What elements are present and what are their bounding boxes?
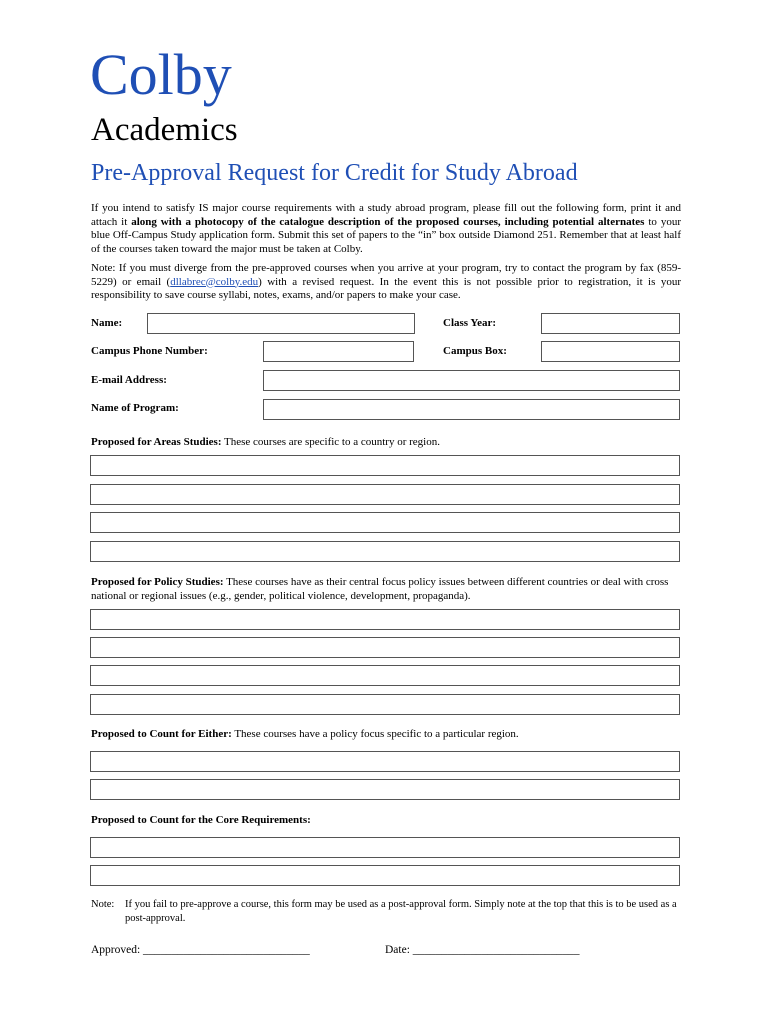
core-course-field[interactable]	[90, 865, 680, 886]
either-text: These courses have a policy focus specific to a particular region.	[231, 728, 519, 740]
department-heading: Academics	[91, 112, 238, 148]
email-field[interactable]	[263, 370, 680, 391]
note-label: Note:	[91, 899, 115, 910]
colby-logo: Colby	[90, 42, 232, 107]
areas-course-field[interactable]	[90, 512, 680, 533]
policy-course-field[interactable]	[90, 694, 680, 715]
core-label: Proposed to Count for the Core Requirements:	[91, 814, 311, 826]
core-course-field[interactable]	[90, 837, 680, 858]
areas-studies-label: Proposed for Areas Studies:	[91, 436, 222, 448]
class-year-label: Class Year:	[443, 317, 497, 329]
policy-studies-label: Proposed for Policy Studies:	[91, 576, 224, 588]
either-heading	[91, 727, 681, 741]
note-text-a: Note: If you must diverge from the pre-approved courses when you arrive at your program, try to contact the program by fax (859-5229) or email (	[91, 262, 681, 288]
intro-text-b: to your blue Off-Campus Study application form. Submit this set of papers to the “in” box outside Diamond 251. Remember that at least half of the courses taken toward the major must be taken at Colby.	[91, 215, 681, 255]
policy-course-field[interactable]	[90, 665, 680, 686]
name-label: Name:	[91, 317, 123, 329]
program-label: Name of Program:	[91, 402, 179, 414]
core-heading	[91, 813, 681, 827]
approved-signature-line[interactable]: Approved: _____________________________	[91, 944, 310, 956]
areas-studies-text: These courses are specific to a country or region.	[221, 436, 440, 448]
either-course-field[interactable]	[90, 779, 680, 800]
areas-course-field[interactable]	[90, 484, 680, 505]
campus-phone-label: Campus Phone Number:	[91, 345, 208, 357]
either-course-field[interactable]	[90, 751, 680, 772]
intro-text-a: If you intend to satisfy IS major course requirements with a study abroad program, please fill out the following form, print it and attach it	[91, 202, 681, 228]
note-text-b: ) with a revised request. In the event this is not possible prior to registration, it is your responsibility to save course syllabi, notes, exams, and/or papers to make your case.	[91, 275, 681, 301]
policy-course-field[interactable]	[90, 609, 680, 630]
intro-text-bold: along with a photocopy of the catalogue description of the proposed courses, including potential alternates	[131, 215, 645, 228]
policy-studies-heading	[91, 575, 681, 603]
policy-studies-text: These courses have as their central focus policy issues between different countries or deal with cross national or regional issues (e.g., gender, political violence, development, propaganda).	[91, 576, 669, 602]
policy-course-field[interactable]	[90, 637, 680, 658]
areas-studies-heading	[91, 435, 681, 449]
areas-course-field[interactable]	[90, 541, 680, 562]
campus-box-label: Campus Box:	[443, 345, 507, 357]
post-approval-note	[91, 898, 681, 926]
areas-course-field[interactable]	[90, 455, 680, 476]
diverge-note	[91, 262, 681, 303]
either-label: Proposed to Count for Either:	[91, 728, 232, 740]
campus-phone-field[interactable]	[263, 341, 414, 362]
email-link[interactable]: dllabrec@colby.edu	[170, 275, 259, 288]
campus-box-field[interactable]	[541, 341, 680, 362]
note-text: If you fail to pre-approve a course, this form may be used as a post-approval form. Simply note at the top that this is to be used as a post-approval.	[125, 899, 677, 924]
name-field[interactable]	[147, 313, 415, 334]
class-year-field[interactable]	[541, 313, 680, 334]
email-label: E-mail Address:	[91, 374, 167, 386]
program-field[interactable]	[263, 399, 680, 420]
intro-paragraph	[91, 202, 681, 256]
form-title: Pre-Approval Request for Credit for Study Abroad	[91, 160, 578, 186]
date-line[interactable]: Date: _____________________________	[385, 944, 580, 956]
